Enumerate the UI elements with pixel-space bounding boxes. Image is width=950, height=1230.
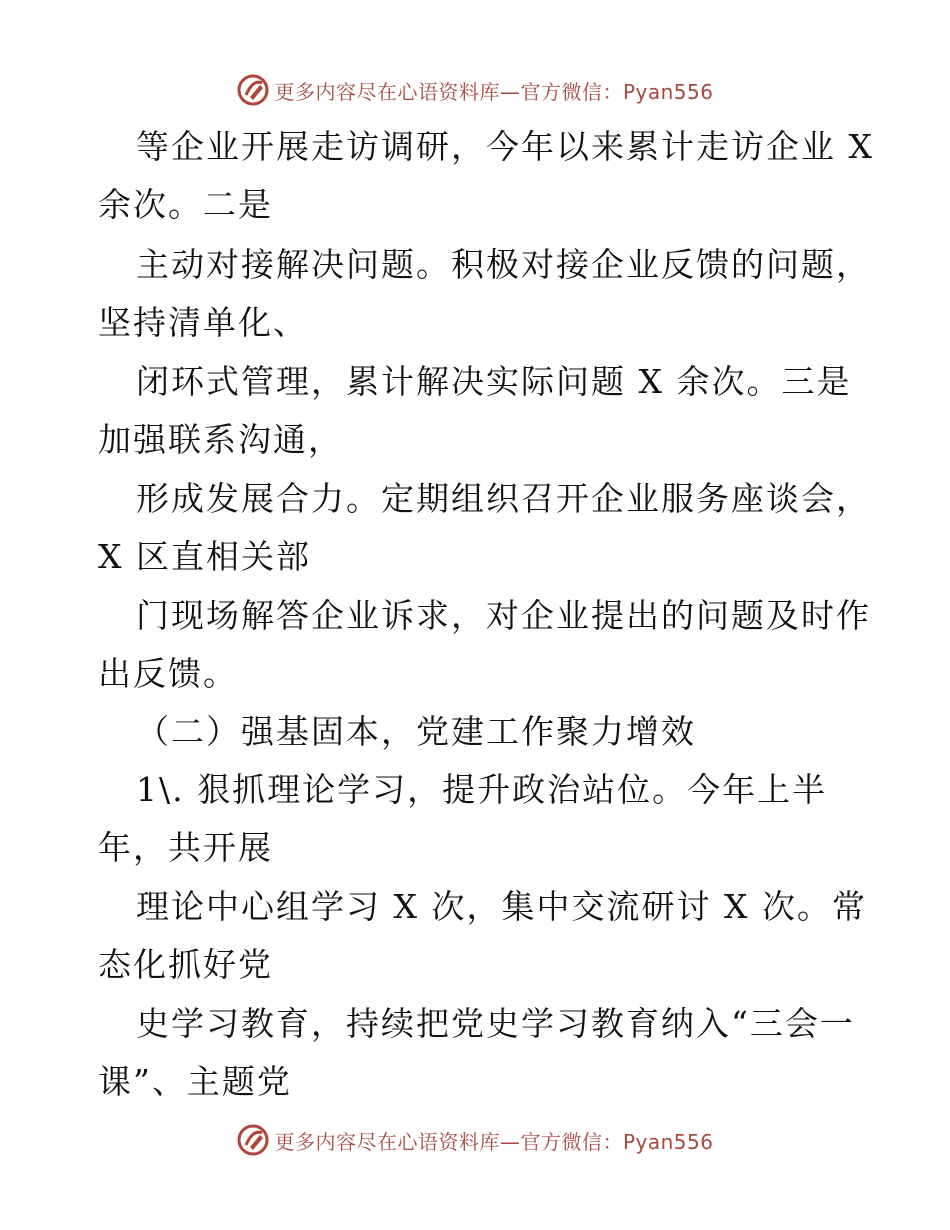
text-line: 坚持清单化、 bbox=[98, 303, 308, 342]
text-line: 加强联系沟通， bbox=[98, 420, 343, 459]
watermark-text: 更多内容尽在心语资料库—官方微信：Pyan556 bbox=[274, 79, 714, 104]
text-line: 1\. 狠抓理论学习，提升政治站位。今年上半 bbox=[136, 770, 828, 809]
text-line: 出反馈。 bbox=[98, 654, 238, 693]
text-line: 年，共开展 bbox=[98, 828, 273, 867]
text-line: 门现场解答企业诉求，对企业提出的问题及时作 bbox=[136, 596, 871, 635]
text-line: 形成发展合力。定期组织召开企业服务座谈会， bbox=[136, 479, 871, 518]
pen-logo-icon bbox=[236, 1123, 270, 1157]
watermark-text: 更多内容尽在心语资料库—官方微信：Pyan556 bbox=[274, 1129, 714, 1154]
text-line: 理论中心组学习 X 次，集中交流研讨 X 次。常 bbox=[136, 887, 867, 926]
text-line: 余次。二是 bbox=[98, 185, 273, 224]
text-line: 史学习教育，持续把党史学习教育纳入“三会一 bbox=[136, 1004, 855, 1043]
text-line: X 区直相关部 bbox=[98, 537, 311, 576]
section-heading: （二）强基固本，党建工作聚力增效 bbox=[136, 712, 696, 751]
text-line: 主动对接解决问题。积极对接企业反馈的问题， bbox=[136, 245, 871, 284]
text-line: 等企业开展走访调研，今年以来累计走访企业 X bbox=[136, 127, 874, 166]
text-line: 课”、主题党 bbox=[98, 1062, 292, 1101]
text-line: 闭环式管理，累计解决实际问题 X 余次。三是 bbox=[136, 362, 852, 401]
text-line: 态化抓好党 bbox=[98, 945, 273, 984]
footer-watermark bbox=[0, 1120, 950, 1160]
